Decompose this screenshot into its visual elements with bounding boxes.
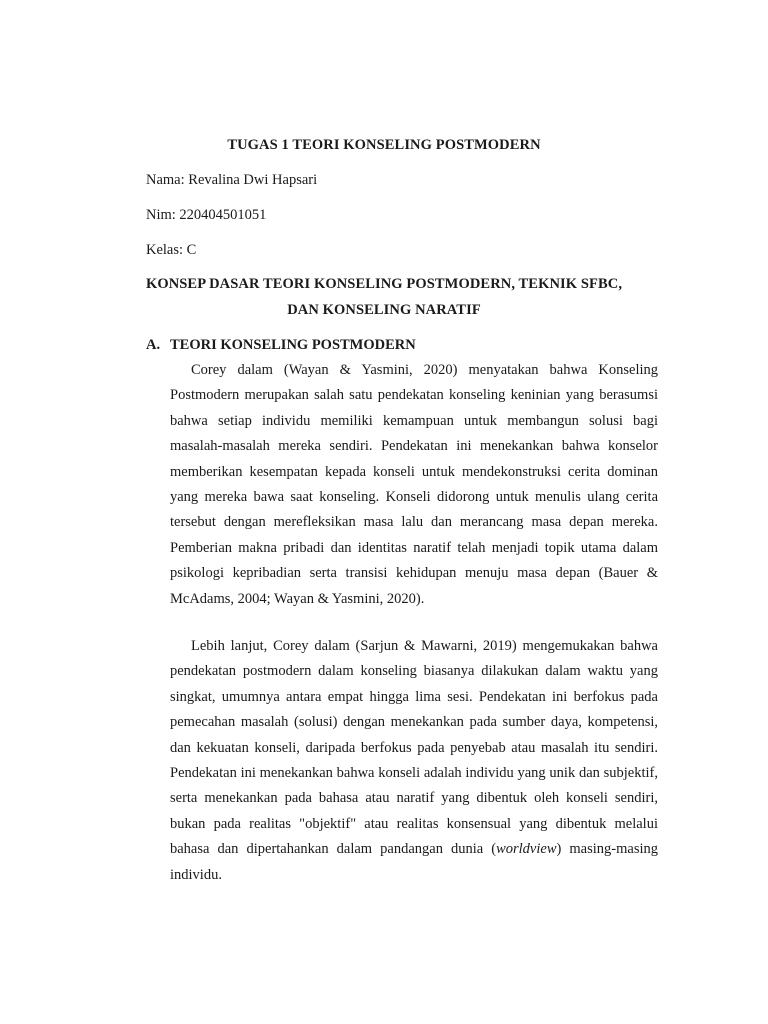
student-name: Nama: Revalina Dwi Hapsari (146, 172, 318, 188)
student-class: Kelas: C (146, 242, 197, 258)
section-a-paragraph-2 (170, 634, 658, 888)
paragraph-2-text-end: ) masing-masing individu. (170, 841, 658, 883)
student-nim: Nim: 220404501051 (146, 207, 267, 223)
section-a-number: A. (146, 337, 161, 353)
paragraph-2-italic-term: worldview (496, 841, 557, 858)
section-a-title: TEORI KONSELING POSTMODERN (170, 337, 416, 353)
section-a-paragraph-1: Corey dalam (Wayan & Yasmini, 2020) menyatakan bahwa Konseling Postmodern merupakan salah satu pendekatan konseling keninian yang berasumsi bahwa setiap individu memiliki kemampuan untuk membangun solusi bagi masalah-masalah mereka sendiri. Pendekatan ini menekankan bahwa konselor memberikan kesempatan kepada konseli untuk mendekonstruksi cerita dominan yang mereka bawa saat konseling. Konseli didorong untuk menulis ulang cerita tersebut dengan merefleksikan masa lalu dan merancang masa depan mereka. Pemberian makna pribadi dan identitas naratif telah menjadi topik utama dalam psikologi kepribadian serta transisi kehidupan menuju masa depan (Bauer & McAdams, 2004; Wayan & Yasmini, 2020). (170, 362, 658, 607)
main-heading-line-2: DAN KONSELING NARATIF (287, 302, 481, 318)
main-heading-line-1: KONSEP DASAR TEORI KONSELING POSTMODERN, TEKNIK SFBC, (145, 276, 623, 292)
document-title: TUGAS 1 TEORI KONSELING POSTMODERN (227, 137, 541, 153)
paragraph-2-text-start: Lebih lanjut, Corey dalam (Sarjun & Mawarni, 2019) mengemukakan bahwa pendekatan postmodern dalam konseling biasanya dilakukan dalam waktu yang singkat, umumnya antara empat hingga lima sesi. Pendekatan ini berfokus pada pemecahan masalah (solusi) dengan menekankan pada sumber daya, kompetensi, dan kekuatan konseli, daripada berfokus pada penyebab atau masalah itu sendiri. Pendekatan ini menekankan bahwa konseli adalah individu yang unik dan subjektif, serta menekankan pada bahasa atau naratif yang dibentuk oleh konseli sendiri, bukan pada realitas "objektif" atau realitas konsensual yang dibentuk melalui bahasa dan dipertahankan dalam pandangan dunia ( (170, 638, 658, 858)
section-a-heading (146, 337, 416, 354)
